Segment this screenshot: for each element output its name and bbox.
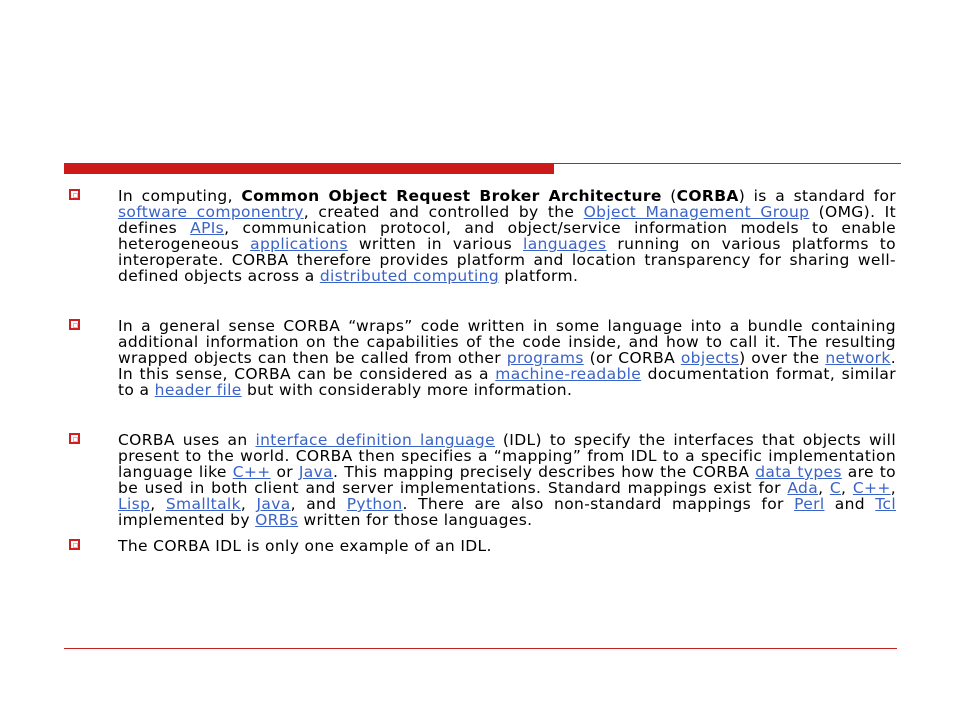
link-java-mapping[interactable]: Java	[256, 495, 291, 513]
link-smalltalk[interactable]: Smalltalk	[165, 495, 241, 513]
link-cpp-mapping[interactable]: C++	[852, 479, 891, 497]
link-data-types[interactable]: data types	[755, 463, 842, 481]
link-header-file[interactable]: header file	[154, 381, 242, 399]
link-python[interactable]: Python	[346, 495, 403, 513]
link-c[interactable]: C	[829, 479, 842, 497]
link-perl[interactable]: Perl	[794, 495, 825, 513]
link-software-componentry[interactable]: software componentry	[118, 203, 304, 221]
bullet-corba-definition: In computing, Common Object Request Broker Architecture (CORBA) is a standard for software componentry, created and controlled by the Object Management Group (OMG). It defines APIs, communication protocol, and object/service information models to enable heterogeneous applications written in various languages running on various platforms to interoperate. CORBA therefore provides platform and location transparency for sharing well-defined objects across a distributed computing platform.	[66, 188, 896, 284]
link-lisp[interactable]: Lisp	[118, 495, 151, 513]
bold-term: CORBA	[676, 187, 739, 205]
link-cpp[interactable]: C++	[232, 463, 271, 481]
link-programs[interactable]: programs	[506, 349, 584, 367]
link-objects[interactable]: objects	[680, 349, 740, 367]
top-accent-bar	[64, 164, 554, 174]
link-interface-definition-language[interactable]: interface definition language	[255, 431, 495, 449]
square-bullet-icon	[69, 189, 80, 200]
link-tcl[interactable]: Tcl	[875, 495, 896, 513]
link-object-management-group[interactable]: Object Management Group	[583, 203, 810, 221]
link-network[interactable]: network	[825, 349, 891, 367]
square-bullet-icon	[69, 319, 80, 330]
bullet-corba-idl-mappings: CORBA uses an interface definition language (IDL) to specify the interfaces that objects will present to the world. CORBA then specifies a “mapping” from IDL to a specific implementation language like C++ or Java. This mapping precisely describes how the CORBA data types are to be used in both client and server implementations. Standard mappings exist for Ada, C, C++, Lisp, Smalltalk, Java, and Python. There are also non-standard mappings for Perl and Tcl implemented by ORBs written for those languages.	[66, 432, 896, 528]
link-ada[interactable]: Ada	[787, 479, 819, 497]
square-bullet-icon	[69, 433, 80, 444]
link-distributed-computing[interactable]: distributed computing	[319, 267, 500, 285]
link-languages[interactable]: languages	[523, 235, 607, 253]
slide-content	[66, 188, 896, 554]
bold-term: Common Object Request Broker Architecture	[241, 187, 662, 205]
link-orbs[interactable]: ORBs	[255, 511, 299, 529]
link-machine-readable[interactable]: machine-readable	[495, 365, 642, 383]
square-bullet-icon	[69, 539, 80, 550]
link-applications[interactable]: applications	[250, 235, 348, 253]
link-java[interactable]: Java	[298, 463, 334, 481]
link-apis[interactable]: APIs	[190, 219, 225, 237]
bullet-idl-example: The CORBA IDL is only one example of an IDL.	[66, 538, 896, 554]
bottom-rule-line	[64, 648, 897, 649]
bullet-corba-wraps: In a general sense CORBA “wraps” code written in some language into a bundle containing additional information on the capabilities of the code inside, and how to call it. The resulting wrapped objects can then be called from other programs (or CORBA objects) over the network. In this sense, CORBA can be considered as a machine-readable documentation format, similar to a header file but with considerably more information.	[66, 318, 896, 398]
